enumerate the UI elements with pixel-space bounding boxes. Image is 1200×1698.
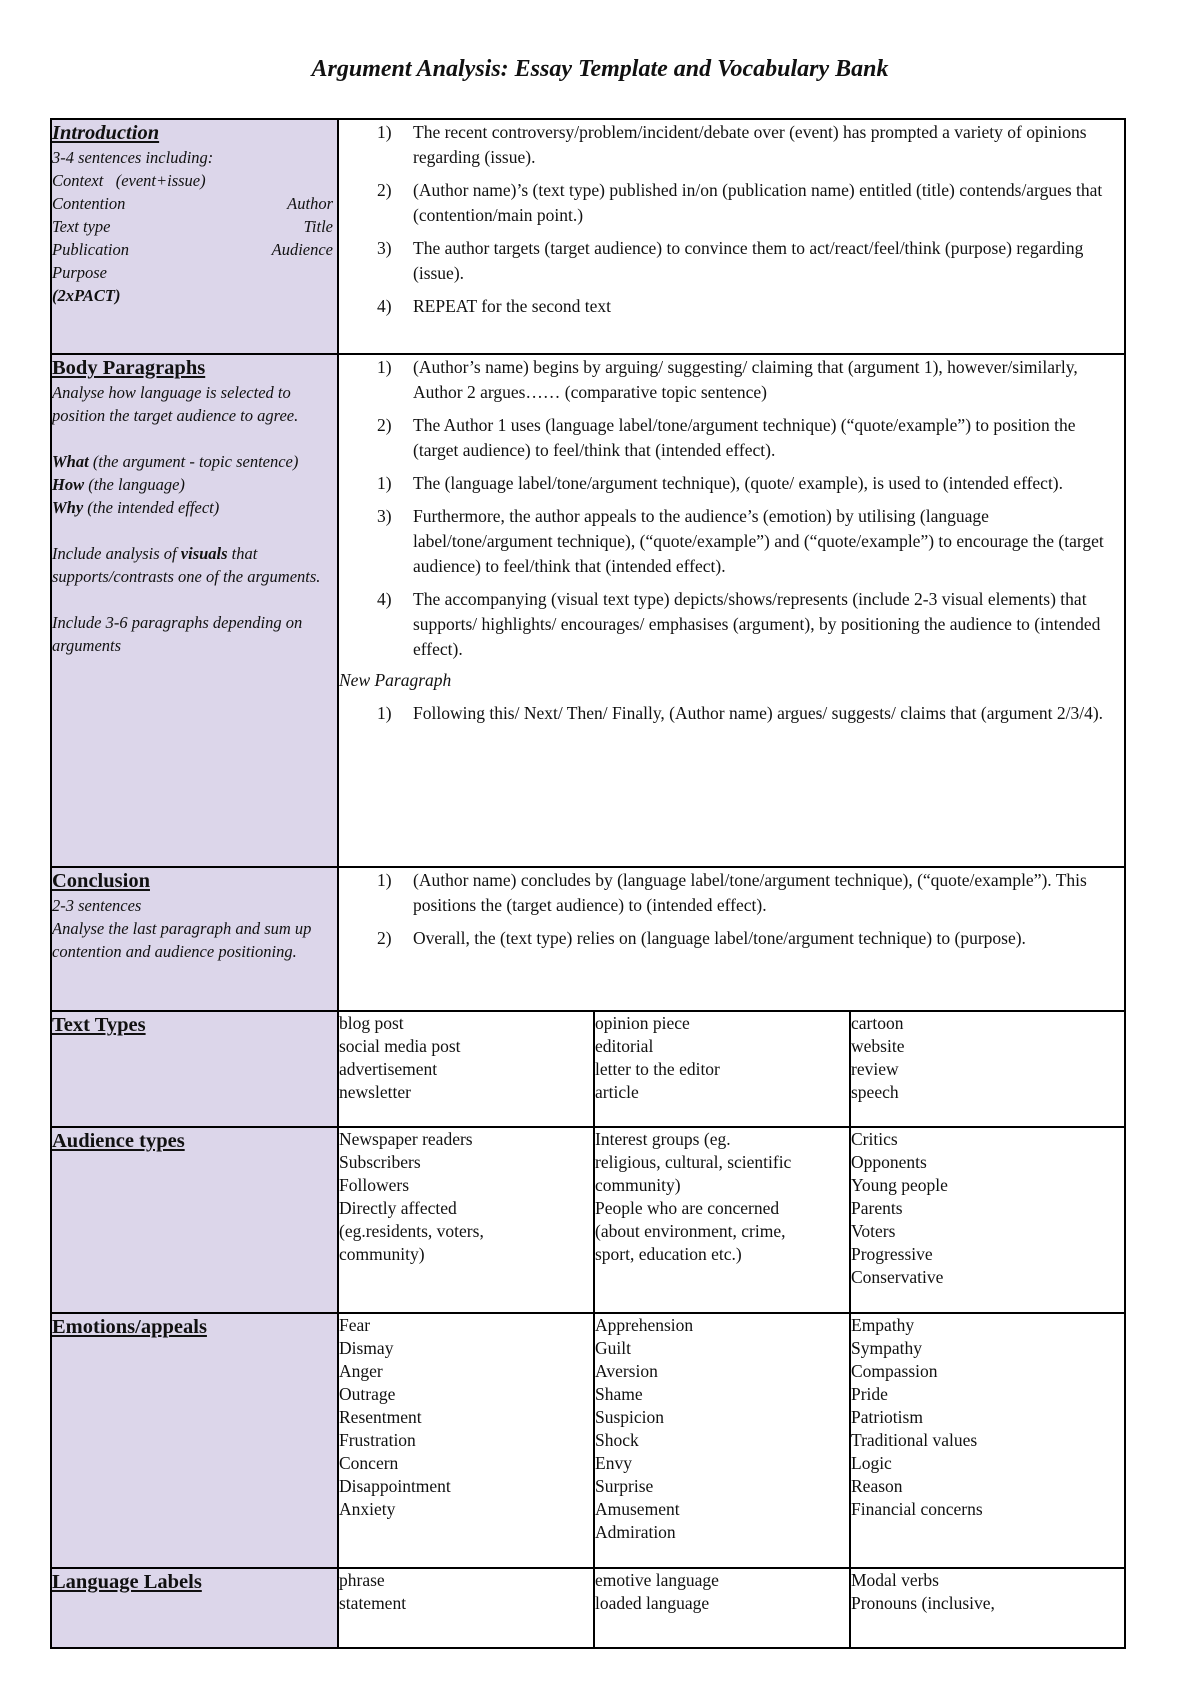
language-labels-heading: Language Labels xyxy=(52,1571,202,1593)
emotions-heading: Emotions/appeals xyxy=(52,1316,207,1338)
introduction-note: 3-4 sentences including: xyxy=(52,148,214,167)
emotions-row xyxy=(51,1313,1125,1568)
vocab-word: phrase xyxy=(339,1570,385,1590)
vocab-word: Apprehension xyxy=(595,1315,694,1335)
vocab-word: Fear xyxy=(339,1315,371,1335)
sentence-number: 4) xyxy=(377,296,392,316)
introduction-heading: Introduction xyxy=(52,122,160,144)
audience-types-col-1 xyxy=(338,1127,594,1313)
conclusion-sentence-list xyxy=(339,868,1124,951)
vocab-word: Critics xyxy=(851,1129,898,1149)
vocab-word: Young people xyxy=(851,1175,948,1195)
body-sentence-list xyxy=(339,355,1124,662)
sentence-number: 2) xyxy=(377,928,392,948)
vocab-word: Suspicion xyxy=(595,1407,665,1427)
vocab-word: Anxiety xyxy=(339,1499,396,1519)
new-paragraph-label: New Paragraph xyxy=(339,670,452,690)
text-types-label-cell xyxy=(51,1011,338,1127)
vocab-word: blog post xyxy=(339,1013,404,1033)
text-types-col-1 xyxy=(338,1011,594,1127)
body-note-how xyxy=(52,473,337,496)
vocab-word: Dismay xyxy=(339,1338,394,1358)
conclusion-label-cell xyxy=(51,867,338,1011)
vocab-word: Conservative xyxy=(851,1267,944,1287)
template-table xyxy=(50,118,1126,1649)
vocab-word: Sympathy xyxy=(851,1338,922,1358)
introduction-sentence-list xyxy=(339,120,1124,319)
pact-item-left: Publication xyxy=(52,240,129,259)
sentence-item xyxy=(339,236,1124,286)
pact-item-right xyxy=(333,169,337,192)
vocab-word: Voters xyxy=(851,1221,896,1241)
text-types-row xyxy=(51,1011,1125,1127)
audience-types-row xyxy=(51,1127,1125,1313)
vocab-word: article xyxy=(595,1082,639,1102)
sentence-item xyxy=(339,413,1124,463)
vocab-word: religious, cultural, scientific xyxy=(595,1152,792,1172)
vocab-word: Outrage xyxy=(339,1384,396,1404)
vocab-word: sport, education etc.) xyxy=(595,1244,742,1264)
sentence-number: 1) xyxy=(377,473,392,493)
body-row xyxy=(51,354,1125,867)
emotions-label-cell xyxy=(51,1313,338,1568)
vocab-word: Disappointment xyxy=(339,1476,451,1496)
vocab-word: Empathy xyxy=(851,1315,915,1335)
sentence-text: (Author name) concludes by (language label/tone/argument technique), (“quote/example”). This positions the (target audience) to (intended effect). xyxy=(413,870,1087,915)
vocab-word: Compassion xyxy=(851,1361,938,1381)
body-heading: Body Paragraphs xyxy=(52,357,206,379)
vocab-word: editorial xyxy=(595,1036,654,1056)
pact-row xyxy=(52,192,337,215)
vocab-word: (about environment, crime, xyxy=(595,1221,786,1241)
sentence-item xyxy=(339,587,1124,662)
pact-item-right: Author xyxy=(287,194,333,213)
sentence-number: 3) xyxy=(377,506,392,526)
vocab-word: Subscribers xyxy=(339,1152,421,1172)
sentence-text: The accompanying (visual text type) depicts/shows/represents (include 2-3 visual elements) that supports/ highlights/ encourages/ emphasises (argument), by positioning the audience to (intended effect). xyxy=(413,589,1101,659)
pact-item-left: Text type xyxy=(52,217,111,236)
vocab-word: review xyxy=(851,1059,899,1079)
sentence-text: The (language label/tone/argument technique), (quote/ example), is used to (intended effect). xyxy=(413,473,1064,493)
pact-row xyxy=(52,238,337,261)
vocab-word: speech xyxy=(851,1082,899,1102)
conclusion-heading: Conclusion xyxy=(52,870,150,892)
sentence-item xyxy=(339,926,1124,951)
vocab-word: Followers xyxy=(339,1175,409,1195)
sentence-text: Overall, the (text type) relies on (language label/tone/argument technique) to (purpose). xyxy=(413,928,1026,948)
vocab-word: Aversion xyxy=(595,1361,658,1381)
vocab-word: cartoon xyxy=(851,1013,904,1033)
vocab-word: Guilt xyxy=(595,1338,631,1358)
vocab-word: People who are concerned xyxy=(595,1198,780,1218)
body-note-what xyxy=(52,450,337,473)
pact-list xyxy=(52,169,337,284)
vocab-word: website xyxy=(851,1036,905,1056)
vocab-word: Progressive xyxy=(851,1244,933,1264)
text-types-col-3 xyxy=(850,1011,1125,1127)
vocab-word: Shame xyxy=(595,1384,643,1404)
document-title: Argument Analysis: Essay Template and Vocabulary Bank xyxy=(311,56,889,82)
vocab-word: Parents xyxy=(851,1198,903,1218)
sentence-number: 1) xyxy=(377,870,392,890)
pact-label: (2xPACT) xyxy=(52,286,121,305)
introduction-label-cell xyxy=(51,119,338,354)
sentence-item xyxy=(339,355,1124,405)
vocab-word: Shock xyxy=(595,1430,639,1450)
conclusion-row xyxy=(51,867,1125,1011)
sentence-text: (Author name)’s (text type) published in/on (publication name) entitled (title) contends/argues that (contention/main point.) xyxy=(413,180,1103,225)
why-text: (the intended effect) xyxy=(83,498,220,517)
vocab-word: (eg.residents, voters, xyxy=(339,1221,484,1241)
text-types-heading: Text Types xyxy=(52,1014,146,1036)
sentence-text: Following this/ Next/ Then/ Finally, (Author name) argues/ suggests/ claims that (argument 2/3/4). xyxy=(413,703,1104,723)
vocab-word: Opponents xyxy=(851,1152,927,1172)
body-note-paragraphs: Include 3-6 paragraphs depending on arguments xyxy=(52,613,303,655)
sentence-text: REPEAT for the second text xyxy=(413,296,611,316)
vocab-word: statement xyxy=(339,1593,407,1613)
visuals-pre: Include analysis of xyxy=(52,544,181,563)
vocab-word: Newspaper readers xyxy=(339,1129,473,1149)
vocab-word: Interest groups (eg. xyxy=(595,1129,731,1149)
how-label: How xyxy=(52,475,85,494)
audience-types-col-3 xyxy=(850,1127,1125,1313)
vocab-word: Directly affected xyxy=(339,1198,457,1218)
vocab-word: advertisement xyxy=(339,1059,438,1079)
sentence-number: 1) xyxy=(377,122,392,142)
pact-row xyxy=(52,215,337,238)
sentence-number: 2) xyxy=(377,415,392,435)
sentence-item xyxy=(339,178,1124,228)
vocab-word: newsletter xyxy=(339,1082,411,1102)
conclusion-note-count: 2-3 sentences xyxy=(52,896,142,915)
vocab-word: loaded language xyxy=(595,1593,710,1613)
what-text: (the argument - topic sentence) xyxy=(88,452,299,471)
sentence-text: (Author’s name) begins by arguing/ suggesting/ claiming that (argument 1), however/similarly, Author 2 argues…… (comparative topic sentence) xyxy=(413,357,1078,402)
vocab-word: Anger xyxy=(339,1361,383,1381)
vocab-word: Logic xyxy=(851,1453,892,1473)
vocab-word: emotive language xyxy=(595,1570,719,1590)
introduction-row xyxy=(51,119,1125,354)
language-labels-row xyxy=(51,1568,1125,1648)
sentence-item xyxy=(339,701,1124,726)
language-labels-label-cell xyxy=(51,1568,338,1648)
pact-item-left: Contention xyxy=(52,194,126,213)
sentence-text: Furthermore, the author appeals to the audience’s (emotion) by utilising (language label/tone/argument technique), (“quote/example”) and (“quote/example”) to encourage the (target audience) to feel/think that (intended effect). xyxy=(413,506,1104,576)
emotions-col-1 xyxy=(338,1313,594,1568)
vocab-word: Amusement xyxy=(595,1499,680,1519)
vocab-word: Admiration xyxy=(595,1522,676,1542)
vocab-word: Pride xyxy=(851,1384,888,1404)
sentence-text: The recent controversy/problem/incident/debate over (event) has prompted a variety of opinions regarding (issue). xyxy=(413,122,1087,167)
sentence-item xyxy=(339,471,1124,496)
vocab-word: Reason xyxy=(851,1476,903,1496)
pact-row xyxy=(52,261,337,284)
sentence-number: 1) xyxy=(377,703,392,723)
vocab-word: Resentment xyxy=(339,1407,422,1427)
language-labels-col-2 xyxy=(594,1568,850,1648)
sentence-text: The author targets (target audience) to convince them to act/react/feel/think (purpose) regarding (issue). xyxy=(413,238,1084,283)
pact-row xyxy=(52,169,337,192)
vocab-word: social media post xyxy=(339,1036,461,1056)
language-labels-col-3 xyxy=(850,1568,1125,1648)
vocab-word: opinion piece xyxy=(595,1013,690,1033)
sentence-item xyxy=(339,120,1124,170)
sentence-number: 1) xyxy=(377,357,392,377)
visuals-bold: visuals xyxy=(180,544,228,563)
body-note-analyse: Analyse how language is selected to position the target audience to agree. xyxy=(52,383,299,425)
emotions-col-3 xyxy=(850,1313,1125,1568)
vocab-word: letter to the editor xyxy=(595,1059,720,1079)
text-types-col-2 xyxy=(594,1011,850,1127)
pact-item-right xyxy=(333,261,337,284)
body-note-why xyxy=(52,496,337,519)
sentence-number: 2) xyxy=(377,180,392,200)
sentence-text: The Author 1 uses (language label/tone/argument technique) (“quote/example”) to position the (target audience) to feel/think that (intended effect). xyxy=(413,415,1076,460)
sentence-number: 3) xyxy=(377,238,392,258)
vocab-word: Frustration xyxy=(339,1430,416,1450)
vocab-word: Modal verbs xyxy=(851,1570,939,1590)
audience-types-label-cell xyxy=(51,1127,338,1313)
pact-item-right: Title xyxy=(303,217,333,236)
conclusion-note-analyse: Analyse the last paragraph and sum up contention and audience positioning. xyxy=(52,919,312,961)
sentence-item xyxy=(339,868,1124,918)
body-note-visuals xyxy=(52,542,337,588)
audience-types-col-2 xyxy=(594,1127,850,1313)
sentence-item xyxy=(339,504,1124,579)
introduction-content-cell xyxy=(338,119,1125,354)
vocab-word: Concern xyxy=(339,1453,399,1473)
vocab-word: Pronouns (inclusive, xyxy=(851,1593,995,1613)
how-text: (the language) xyxy=(84,475,185,494)
vocab-word: community) xyxy=(339,1244,425,1264)
body-sentence-list-2 xyxy=(339,701,1124,726)
visuals-post: that supports/contrasts one of the arguments. xyxy=(52,544,321,586)
sentence-number: 4) xyxy=(377,589,392,609)
what-label: What xyxy=(52,452,89,471)
emotions-col-2 xyxy=(594,1313,850,1568)
pact-item-left: Context (event+issue) xyxy=(52,171,206,190)
conclusion-content-cell xyxy=(338,867,1125,1011)
sentence-item xyxy=(339,294,1124,319)
vocab-word: community) xyxy=(595,1175,681,1195)
vocab-word: Traditional values xyxy=(851,1430,978,1450)
pact-item-left: Purpose xyxy=(52,263,107,282)
body-label-cell xyxy=(51,354,338,867)
pact-item-right: Audience xyxy=(271,240,333,259)
body-content-cell xyxy=(338,354,1125,867)
language-labels-col-1 xyxy=(338,1568,594,1648)
vocab-word: Financial concerns xyxy=(851,1499,983,1519)
vocab-word: Envy xyxy=(595,1453,632,1473)
vocab-word: Patriotism xyxy=(851,1407,923,1427)
vocab-word: Surprise xyxy=(595,1476,654,1496)
audience-types-heading: Audience types xyxy=(52,1130,185,1152)
why-label: Why xyxy=(52,498,84,517)
